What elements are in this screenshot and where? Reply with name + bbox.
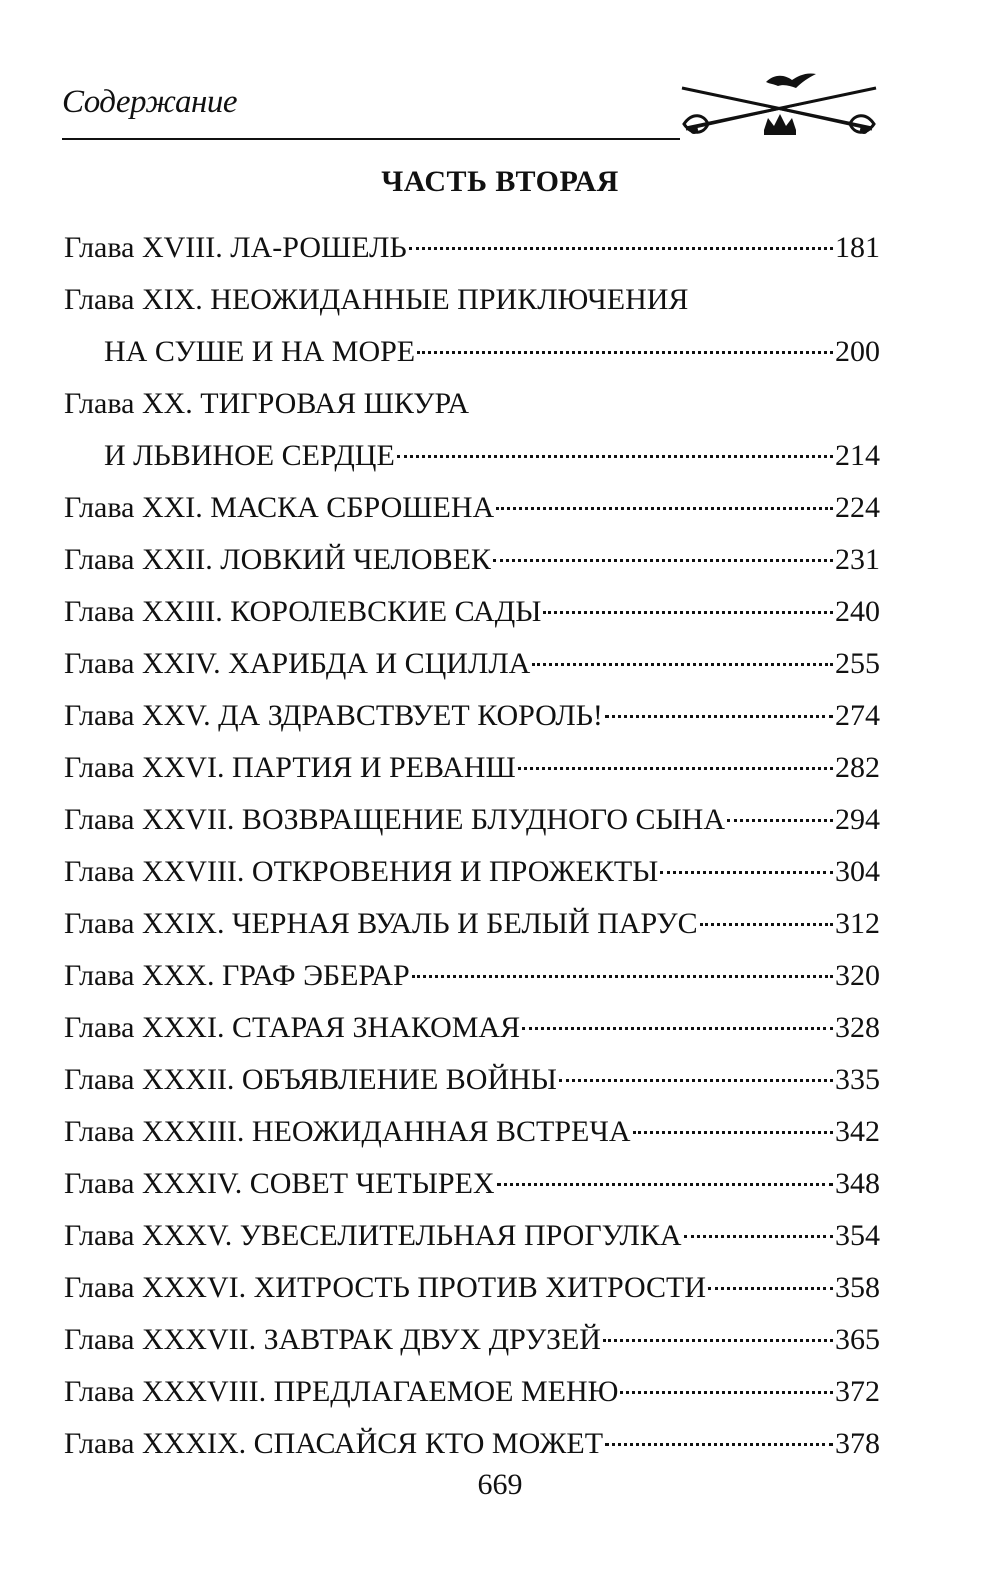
- toc-leader-dots: [496, 507, 833, 510]
- toc-entry-title: Глава XXVIII. ОТКРОВЕНИЯ И ПРОЖЕКТЫ: [64, 855, 659, 888]
- toc-leader-dots: [708, 1287, 833, 1290]
- toc-entry[interactable]: [64, 950, 880, 1002]
- toc-page-number: 358: [835, 1271, 880, 1304]
- toc-entry[interactable]: [64, 1418, 880, 1470]
- toc-entry[interactable]: [64, 1054, 880, 1106]
- toc-entry-title: Глава XXXV. УВЕСЕЛИТЕЛЬНАЯ ПРОГУЛКА: [64, 1219, 682, 1252]
- toc-page-number: 320: [835, 959, 880, 992]
- toc-leader-dots: [543, 611, 833, 614]
- toc-entry-title: Глава XXX. ГРАФ ЭБЕРАР: [64, 959, 410, 992]
- toc-entry-title: Глава XXVII. ВОЗВРАЩЕНИЕ БЛУДНОГО СЫНА: [64, 803, 725, 836]
- toc-entry-title: Глава XXXIII. НЕОЖИДАННАЯ ВСТРЕЧА: [64, 1115, 631, 1148]
- toc-entry[interactable]: [64, 1210, 880, 1262]
- toc-leader-dots: [559, 1079, 833, 1082]
- toc-page-number: 231: [835, 543, 880, 576]
- crossed-swords-crown-bird-icon: [674, 68, 884, 148]
- toc-entry[interactable]: [64, 742, 880, 794]
- toc-entry-title: Глава XXVI. ПАРТИЯ И РЕВАНШ: [64, 751, 516, 784]
- toc-entry-title: Глава XXXI. СТАРАЯ ЗНАКОМАЯ: [64, 1011, 521, 1044]
- toc-entry-title: Глава XXI. МАСКА СБРОШЕНА: [64, 491, 495, 524]
- page-number: 669: [477, 1468, 523, 1501]
- toc-page-number: 365: [835, 1323, 880, 1356]
- toc-entry[interactable]: [64, 274, 880, 378]
- toc-entry-title: Глава XXII. ЛОВКИЙ ЧЕЛОВЕК: [64, 543, 491, 576]
- toc-entry[interactable]: [64, 638, 880, 690]
- toc-leader-dots: [605, 1443, 833, 1446]
- toc-entry[interactable]: [64, 846, 880, 898]
- toc-entry-title-continued: НА СУШЕ И НА МОРЕ: [104, 335, 416, 368]
- toc-entry-title: Глава XVIII. ЛА-РОШЕЛЬ: [64, 231, 407, 264]
- toc-leader-dots: [727, 819, 833, 822]
- toc-page-number: 304: [835, 855, 880, 888]
- toc-leader-dots: [412, 975, 833, 978]
- toc-leader-dots: [397, 455, 833, 458]
- toc-leader-dots: [603, 1339, 833, 1342]
- toc-page-number: 348: [835, 1167, 880, 1200]
- toc-page-number: 328: [835, 1011, 880, 1044]
- toc-leader-dots: [700, 923, 833, 926]
- toc-page-number: 274: [835, 699, 880, 732]
- toc-page-number: 372: [835, 1375, 880, 1408]
- toc-page-number: 342: [835, 1115, 880, 1148]
- toc-entry[interactable]: [64, 1366, 880, 1418]
- toc-page-number: 294: [835, 803, 880, 836]
- toc-entry[interactable]: [64, 898, 880, 950]
- toc-leader-dots: [409, 247, 833, 250]
- toc-entry[interactable]: [64, 1262, 880, 1314]
- toc-leader-dots: [497, 1183, 833, 1186]
- toc-entry-title: Глава XXV. ДА ЗДРАВСТВУЕТ КОРОЛЬ!: [64, 699, 603, 732]
- toc-entry-title: Глава XXXIV. СОВЕТ ЧЕТЫРЕХ: [64, 1167, 495, 1200]
- header-title: Содержание: [62, 84, 238, 120]
- part-title: ЧАСТЬ ВТОРАЯ: [381, 165, 619, 198]
- toc-entry[interactable]: [64, 1314, 880, 1366]
- toc-entry-title: Глава XXIX. ЧЕРНАЯ ВУАЛЬ И БЕЛЫЙ ПАРУС: [64, 907, 698, 940]
- table-of-contents: [64, 222, 880, 1470]
- toc-entry[interactable]: [64, 1106, 880, 1158]
- toc-entry-title: Глава XXXII. ОБЪЯВЛЕНИЕ ВОЙНЫ: [64, 1063, 557, 1096]
- toc-page-number: 214: [835, 439, 880, 472]
- toc-entry-title: Глава XX. ТИГРОВАЯ ШКУРА: [64, 387, 470, 420]
- toc-page-number: 181: [835, 231, 880, 264]
- toc-leader-dots: [620, 1391, 833, 1394]
- toc-leader-dots: [684, 1235, 833, 1238]
- toc-page-number: 282: [835, 751, 880, 784]
- toc-page-number: 224: [835, 491, 880, 524]
- toc-entry-title: Глава XXXIX. СПАСАЙСЯ КТО МОЖЕТ: [64, 1427, 604, 1460]
- toc-entry[interactable]: [64, 1158, 880, 1210]
- toc-page-number: 335: [835, 1063, 880, 1096]
- toc-entry[interactable]: [64, 1002, 880, 1054]
- toc-entry-title: Глава XXXVII. ЗАВТРАК ДВУХ ДРУЗЕЙ: [64, 1323, 601, 1356]
- toc-leader-dots: [532, 663, 833, 666]
- toc-leader-dots: [518, 767, 833, 770]
- toc-entry[interactable]: [64, 482, 880, 534]
- toc-leader-dots: [605, 715, 833, 718]
- toc-entry[interactable]: [64, 222, 880, 274]
- toc-leader-dots: [417, 351, 833, 354]
- toc-leader-dots: [522, 1027, 833, 1030]
- toc-page-number: 255: [835, 647, 880, 680]
- toc-entry-title: Глава XXIII. КОРОЛЕВСКИЕ САДЫ: [64, 595, 542, 628]
- toc-entry-title: Глава XXXVIII. ПРЕДЛАГАЕМОЕ МЕНЮ: [64, 1375, 619, 1408]
- toc-page-number: 378: [835, 1427, 880, 1460]
- toc-entry-title: Глава XXIV. ХАРИБДА И СЦИЛЛА: [64, 647, 531, 680]
- toc-entry-title: Глава XIX. НЕОЖИДАННЫЕ ПРИКЛЮЧЕНИЯ: [64, 283, 689, 316]
- toc-entry[interactable]: [64, 378, 880, 482]
- toc-page-number: 200: [835, 335, 880, 368]
- toc-page-number: 354: [835, 1219, 880, 1252]
- toc-entry[interactable]: [64, 534, 880, 586]
- running-header: [62, 62, 880, 152]
- toc-entry[interactable]: [64, 690, 880, 742]
- toc-leader-dots: [493, 559, 833, 562]
- toc-entry-title-continued: И ЛЬВИНОЕ СЕРДЦЕ: [104, 439, 395, 472]
- header-rule: [62, 138, 680, 140]
- toc-entry[interactable]: [64, 586, 880, 638]
- toc-leader-dots: [660, 871, 833, 874]
- toc-entry-title: Глава XXXVI. ХИТРОСТЬ ПРОТИВ ХИТРОСТИ: [64, 1271, 707, 1304]
- toc-entry[interactable]: [64, 794, 880, 846]
- toc-page-number: 312: [835, 907, 880, 940]
- toc-leader-dots: [633, 1131, 833, 1134]
- toc-page-number: 240: [835, 595, 880, 628]
